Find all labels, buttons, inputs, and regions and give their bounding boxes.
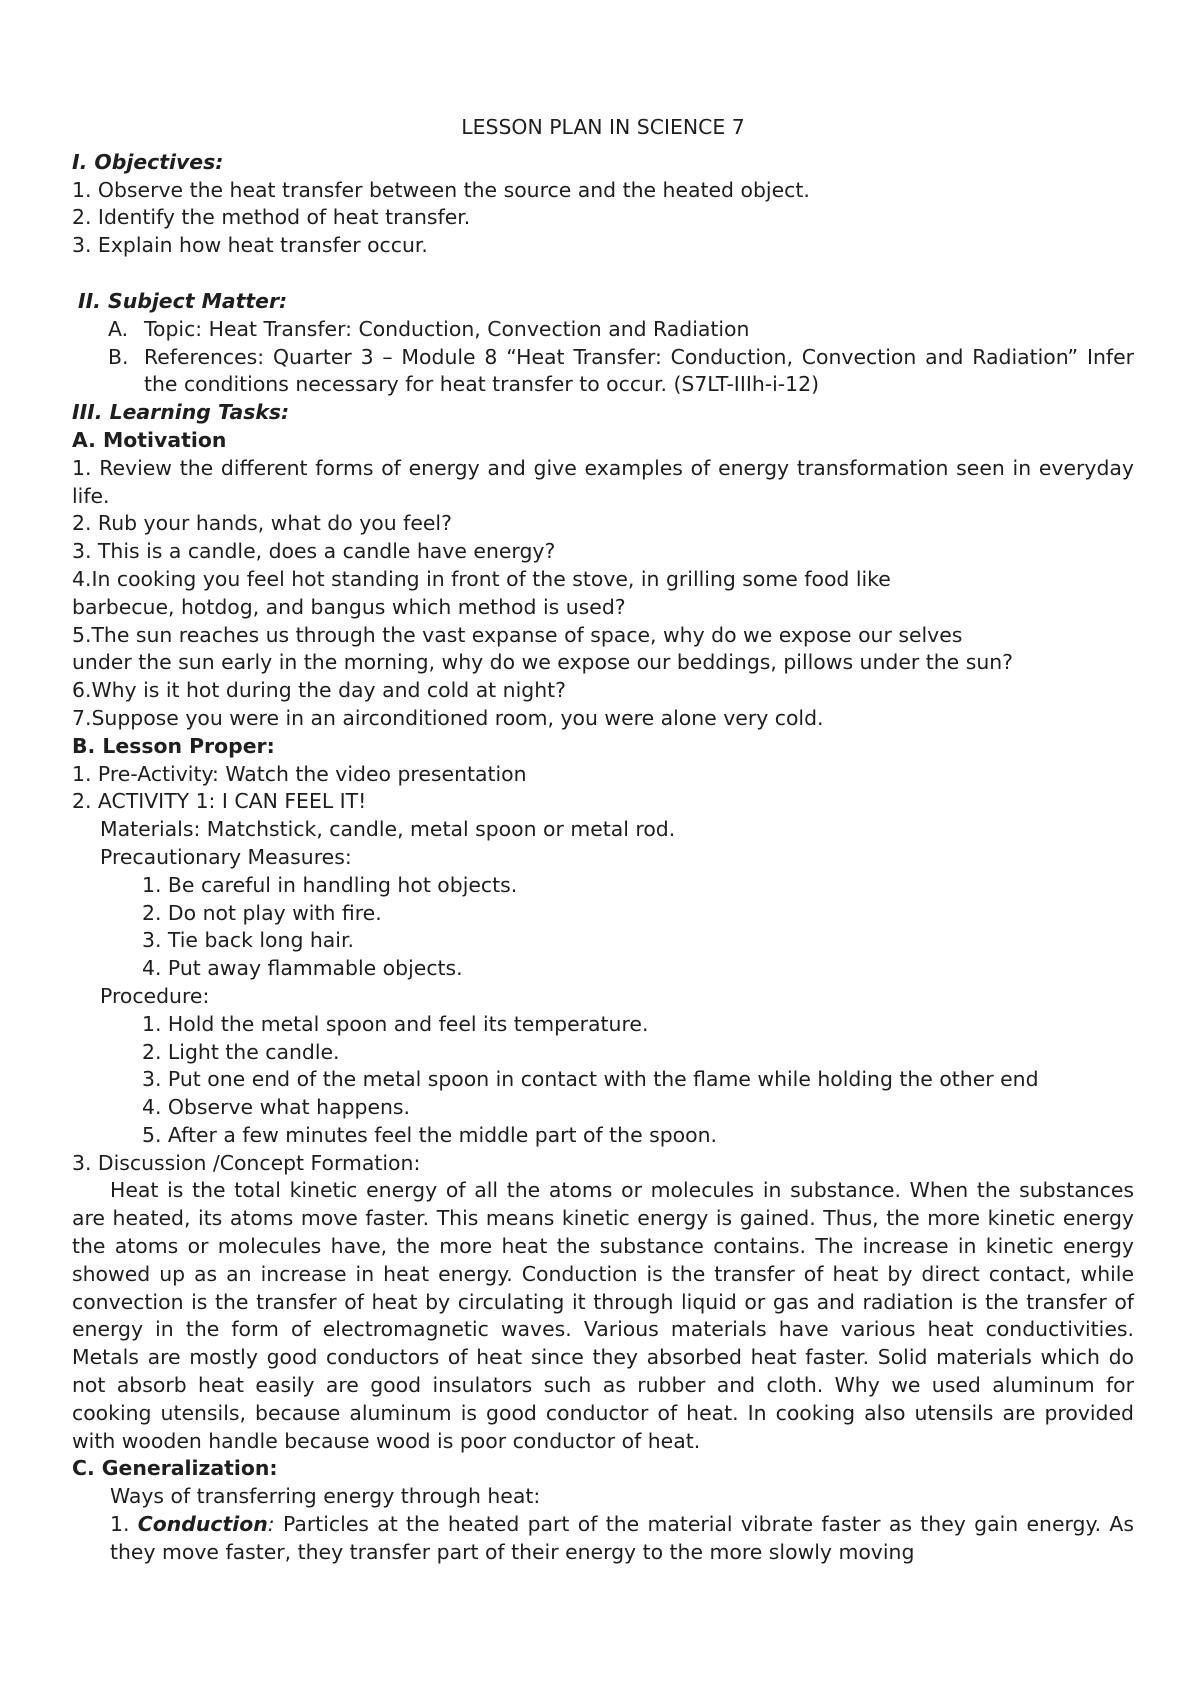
pre-activity: 1. Pre-Activity: Watch the video presentation xyxy=(72,761,527,786)
procedure-item: 4. Observe what happens. xyxy=(142,1095,411,1120)
precaution-item: 1. Be careful in handling hot objects. xyxy=(142,872,518,897)
motivation-item: under the sun early in the morning, why do we expose our beddings, pillows under the sun? xyxy=(72,650,1013,675)
learning-tasks-heading: III. Learning Tasks: xyxy=(72,400,290,425)
procedure-item: 2. Light the candle. xyxy=(142,1039,340,1064)
page-title: LESSON PLAN IN SCIENCE 7 xyxy=(461,115,745,139)
discussion-label: 3. Discussion /Concept Formation: xyxy=(72,1150,421,1175)
objective-item: 2. Identify the method of heat transfer. xyxy=(72,205,471,230)
subject-matter-heading: II. Subject Matter: xyxy=(78,288,288,313)
objective-item: 1. Observe the heat transfer between the source and the heated object. xyxy=(72,177,810,202)
procedure-item: 5. After a few minutes feel the middle part of the spoon. xyxy=(142,1122,718,1147)
procedure-label: Procedure: xyxy=(100,983,210,1008)
motivation-heading: A. Motivation xyxy=(72,427,227,452)
motivation-item: 6.Why is it hot during the day and cold at night? xyxy=(72,678,566,703)
procedure-item: 1. Hold the metal spoon and feel its temperature. xyxy=(142,1011,649,1036)
lesson-proper-heading: B. Lesson Proper: xyxy=(72,733,275,758)
motivation-item: barbecue, hotdog, and bangus which method is used? xyxy=(72,594,626,619)
activity-title: 2. ACTIVITY 1: I CAN FEEL IT! xyxy=(72,789,367,814)
precautions-label: Precautionary Measures: xyxy=(100,844,352,869)
motivation-item: 4.In cooking you feel hot standing in front of the stove, in grilling some food like xyxy=(72,566,891,591)
generalization-intro: Ways of transferring energy through heat: xyxy=(110,1484,541,1509)
conduction-number: 1. xyxy=(110,1512,130,1537)
materials: Materials: Matchstick, candle, metal spoon or metal rod. xyxy=(100,817,676,842)
motivation-item: 1. Review the different forms of energy and give examples of energy transformation seen in everyday life. xyxy=(72,455,1134,508)
subject-matter-list xyxy=(72,316,1134,399)
conduction-colon: : xyxy=(267,1512,275,1537)
list-marker: A. xyxy=(108,316,129,341)
references-text: References: Quarter 3 – Module 8 “Heat Transfer: Conduction, Convection and Radiation” Infer the conditions necessary for heat transfer to occur. (S7LT-IIIh-i-12) xyxy=(144,344,1134,397)
precaution-item: 4. Put away flammable objects. xyxy=(142,956,463,981)
precaution-item: 3. Tie back long hair. xyxy=(142,928,354,953)
topic-item xyxy=(72,316,1134,344)
document-page xyxy=(72,114,1134,1567)
generalization-heading: C. Generalization: xyxy=(72,1456,278,1481)
motivation-item: 3. This is a candle, does a candle have energy? xyxy=(72,539,556,564)
objective-item: 3. Explain how heat transfer occur. xyxy=(72,233,428,258)
discussion-paragraph: Heat is the total kinetic energy of all the atoms or molecules in substance. When the substances are heated, its atoms move faster. This means kinetic energy is gained. Thus, the more kinetic energy the atoms or molecules have, the more heat the substance contains. The increase in kinetic energy showed up as an increase in heat energy. Conduction is the transfer of heat by direct contact, while convection is the transfer of heat by circulating it through liquid or gas and radiation is the transfer of energy in the form of electromagnetic waves. Various materials have various heat conductivities. Metals are mostly good conductors of heat since they absorbed heat faster. Solid materials which do not absorb heat easily are good insulators such as rubber and cloth. Why we used aluminum for cooking utensils, because aluminum is good conductor of heat. In cooking also utensils are provided with wooden handle because wood is poor conductor of heat. xyxy=(72,1178,1134,1453)
conduction-term: Conduction xyxy=(137,1512,268,1537)
list-marker: B. xyxy=(108,344,129,369)
precaution-item: 2. Do not play with fire. xyxy=(142,900,382,925)
motivation-item: 7.Suppose you were in an airconditioned room, you were alone very cold. xyxy=(72,705,824,730)
motivation-item: 2. Rub your hands, what do you feel? xyxy=(72,511,452,536)
objectives-heading: I. Objectives: xyxy=(72,149,224,174)
topic-text: Topic: Heat Transfer: Conduction, Convection and Radiation xyxy=(144,316,750,341)
conduction-text: Particles at the heated part of the material vibrate faster as they gain energy. As they move faster, they transfer part of their energy to the more slowly moving xyxy=(110,1512,1135,1564)
spacer xyxy=(72,260,1134,288)
references-item xyxy=(72,344,1134,400)
conduction-item xyxy=(72,1511,1134,1567)
procedure-item: 3. Put one end of the metal spoon in contact with the flame while holding the other end xyxy=(142,1067,1039,1092)
motivation-item: 5.The sun reaches us through the vast expanse of space, why do we expose our selves xyxy=(72,622,963,647)
